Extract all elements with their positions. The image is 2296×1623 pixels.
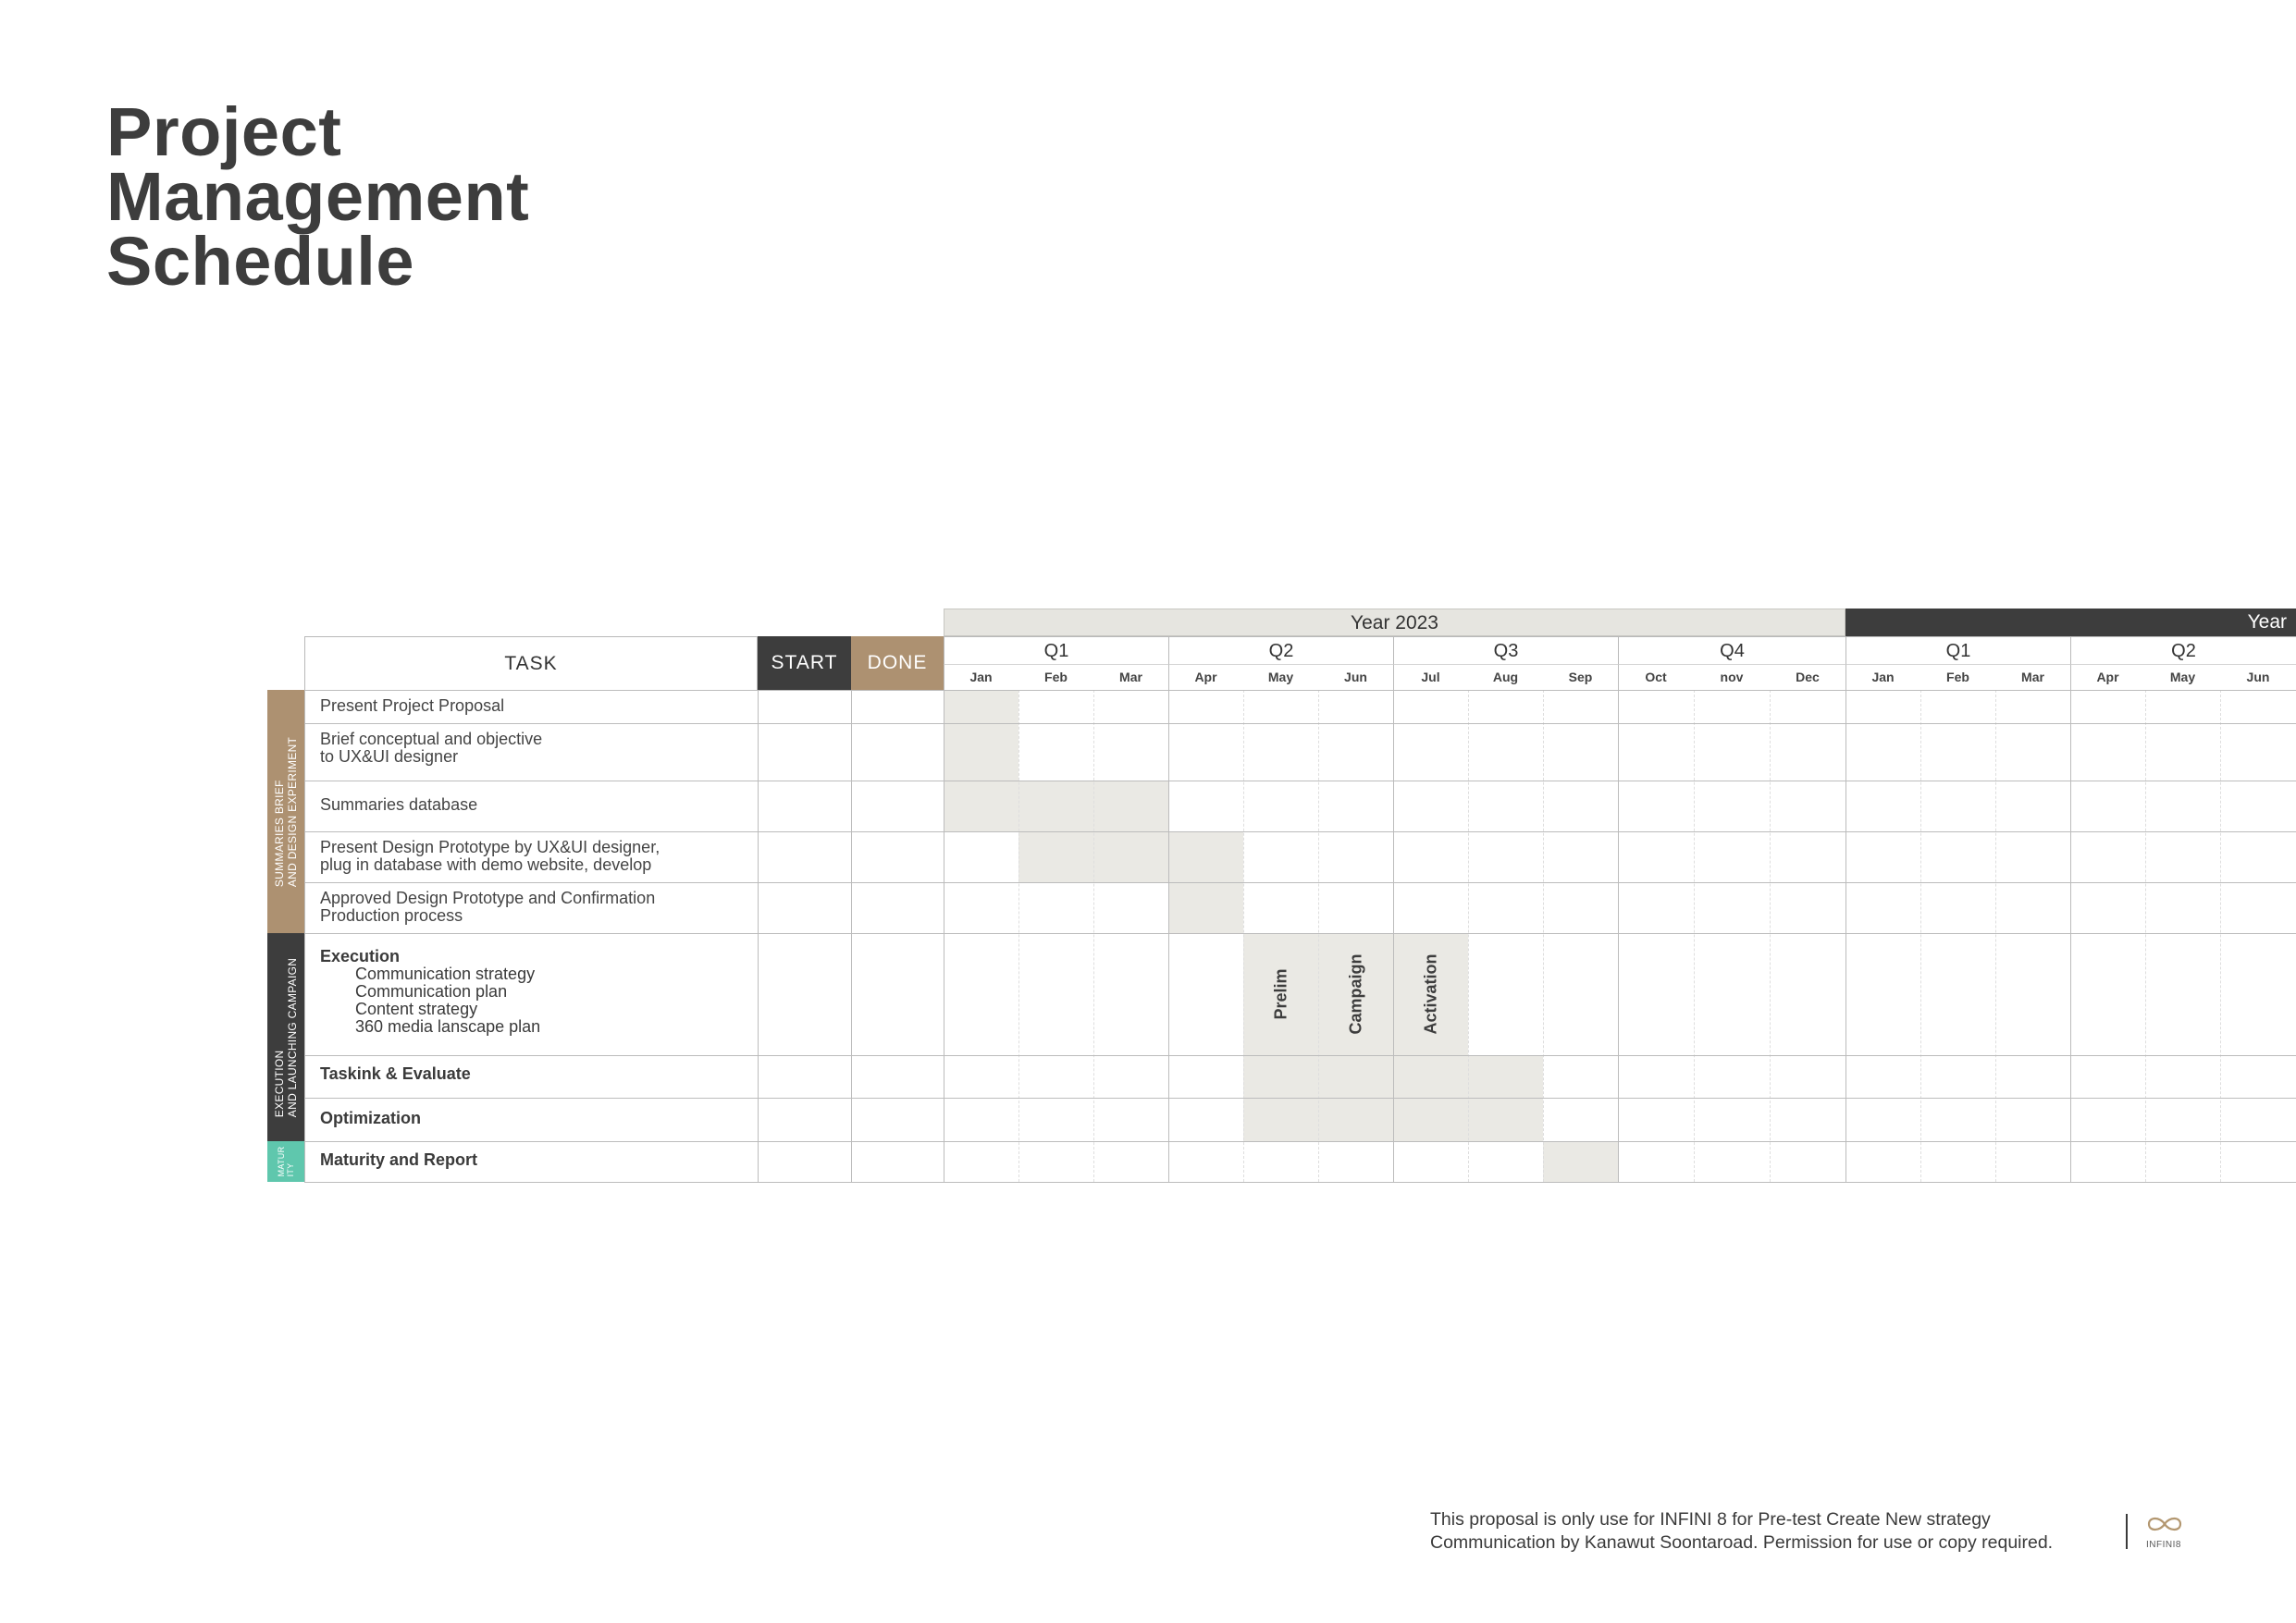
month-header: Feb [1946,670,1969,684]
task-optimization: Optimization [320,1109,421,1127]
quarter-header: Q1 [1845,636,2070,665]
grid-line [851,690,852,1182]
phase-prelim: Prelim [1271,968,1290,1020]
bar-design-prototype [1018,831,1243,882]
task-approved-prototype: Approved Design Prototype and Confirmation Production process [320,889,656,925]
task-tasking-evaluate: Taskink & Evaluate [320,1064,471,1083]
grid-line [2145,690,2146,1182]
quarter-header: Q1 [944,636,1168,665]
grid-line [1393,636,1394,1182]
task-present-proposal: Present Project Proposal [320,696,505,715]
subtask: 360 media lanscape plan [355,1017,541,1036]
task-summaries-database: Summaries database [320,795,478,814]
bar-present-proposal [944,690,1018,723]
phase-activation: Activation [1421,953,1439,1035]
group-label-summaries: SUMMARIES BRIEF AND DESIGN EXPERIMENT [267,690,304,933]
grid-line [1845,636,1846,1182]
quarter-header: Q3 [1393,636,1618,665]
page-title: Project Management Schedule [106,93,530,300]
grid-line [1168,636,1169,1182]
bar-summaries-database [944,781,1168,831]
subtask: Communication plan [355,982,508,1001]
month-header: Feb [1044,670,1068,684]
logo-wordmark: INFINI8 [2146,1540,2181,1550]
month-header: Jun [1344,670,1367,684]
month-header: Sep [1568,670,1593,684]
grid-line [1093,690,1094,1182]
quarter-header: Q4 [1618,636,1845,665]
task-design-prototype: Present Design Prototype by UX&UI designer, plug in database with demo website, develop [320,838,660,874]
grid-line [304,723,2296,724]
subtask: Communication strategy [355,965,536,983]
month-header: May [1267,670,1294,684]
grid-line [758,690,759,1182]
month-header: nov [1720,670,1744,684]
month-header: Jul [1421,670,1440,684]
month-header: Aug [1492,670,1519,684]
year-2023-header: Year 2023 [944,609,1845,636]
month-header: Jun [2246,670,2270,684]
grid-line [1018,690,1019,1182]
grid-line [304,831,2296,832]
month-header: Oct [1645,670,1667,684]
task-brief-conceptual: Brief conceptual and objective to UX&UI designer [320,730,543,766]
grid-line [304,882,2296,883]
grid-line [304,1098,2296,1099]
group-label-execution: EXECUTION AND LAUNCHING CAMPAIGN [267,933,304,1141]
start-column-header: START [758,636,851,690]
quarter-header: Q2 [1168,636,1393,665]
task-maturity-report: Maturity and Report [320,1150,478,1169]
month-header: Mar [2021,670,2044,684]
month-header: Apr [2096,670,2119,684]
grid-line [1543,690,1544,1182]
grid-line [1995,690,1996,1182]
bar-maturity-report [1543,1141,1618,1182]
bar-approved-prototype [1168,882,1243,933]
month-header: May [2169,670,2196,684]
footer-note: This proposal is only use for INFINI 8 for Pre-test Create New strategy Communication by Kanawut Soontaroad. Permission for use or copy required. [1430,1509,2054,1553]
month-header: Jan [969,670,993,684]
grid-line [2220,690,2221,1182]
footer-divider [2126,1514,2128,1549]
year-next-header: Year [1845,609,2296,636]
grid-line [1770,690,1771,1182]
done-column-header: DONE [851,636,944,690]
grid-line [304,1182,2296,1183]
task-column-header: TASK [304,636,758,690]
phase-campaign: Campaign [1346,953,1364,1035]
bar-brief-conceptual [944,723,1018,781]
month-header: Apr [1194,670,1217,684]
grid-line [304,636,305,1182]
grid-line [1468,690,1469,1182]
group-label-maturity: MATUR ITY [267,1141,304,1182]
grid-line [304,1055,2296,1056]
grid-line [1920,690,1921,1182]
subtask: Content strategy [355,1000,478,1018]
grid-line [304,1141,2296,1142]
grid-line [2070,636,2071,1182]
grid-line [1618,636,1619,1182]
month-header: Mar [1119,670,1142,684]
month-header: Dec [1796,670,1820,684]
grid-line [1694,690,1695,1182]
grid-line [304,690,2296,691]
month-header: Jan [1871,670,1895,684]
quarter-header: Q2 [2070,636,2296,665]
task-execution: Execution Communication strategy Communication plan Content strategy 360 media lanscape plan [320,947,541,1036]
